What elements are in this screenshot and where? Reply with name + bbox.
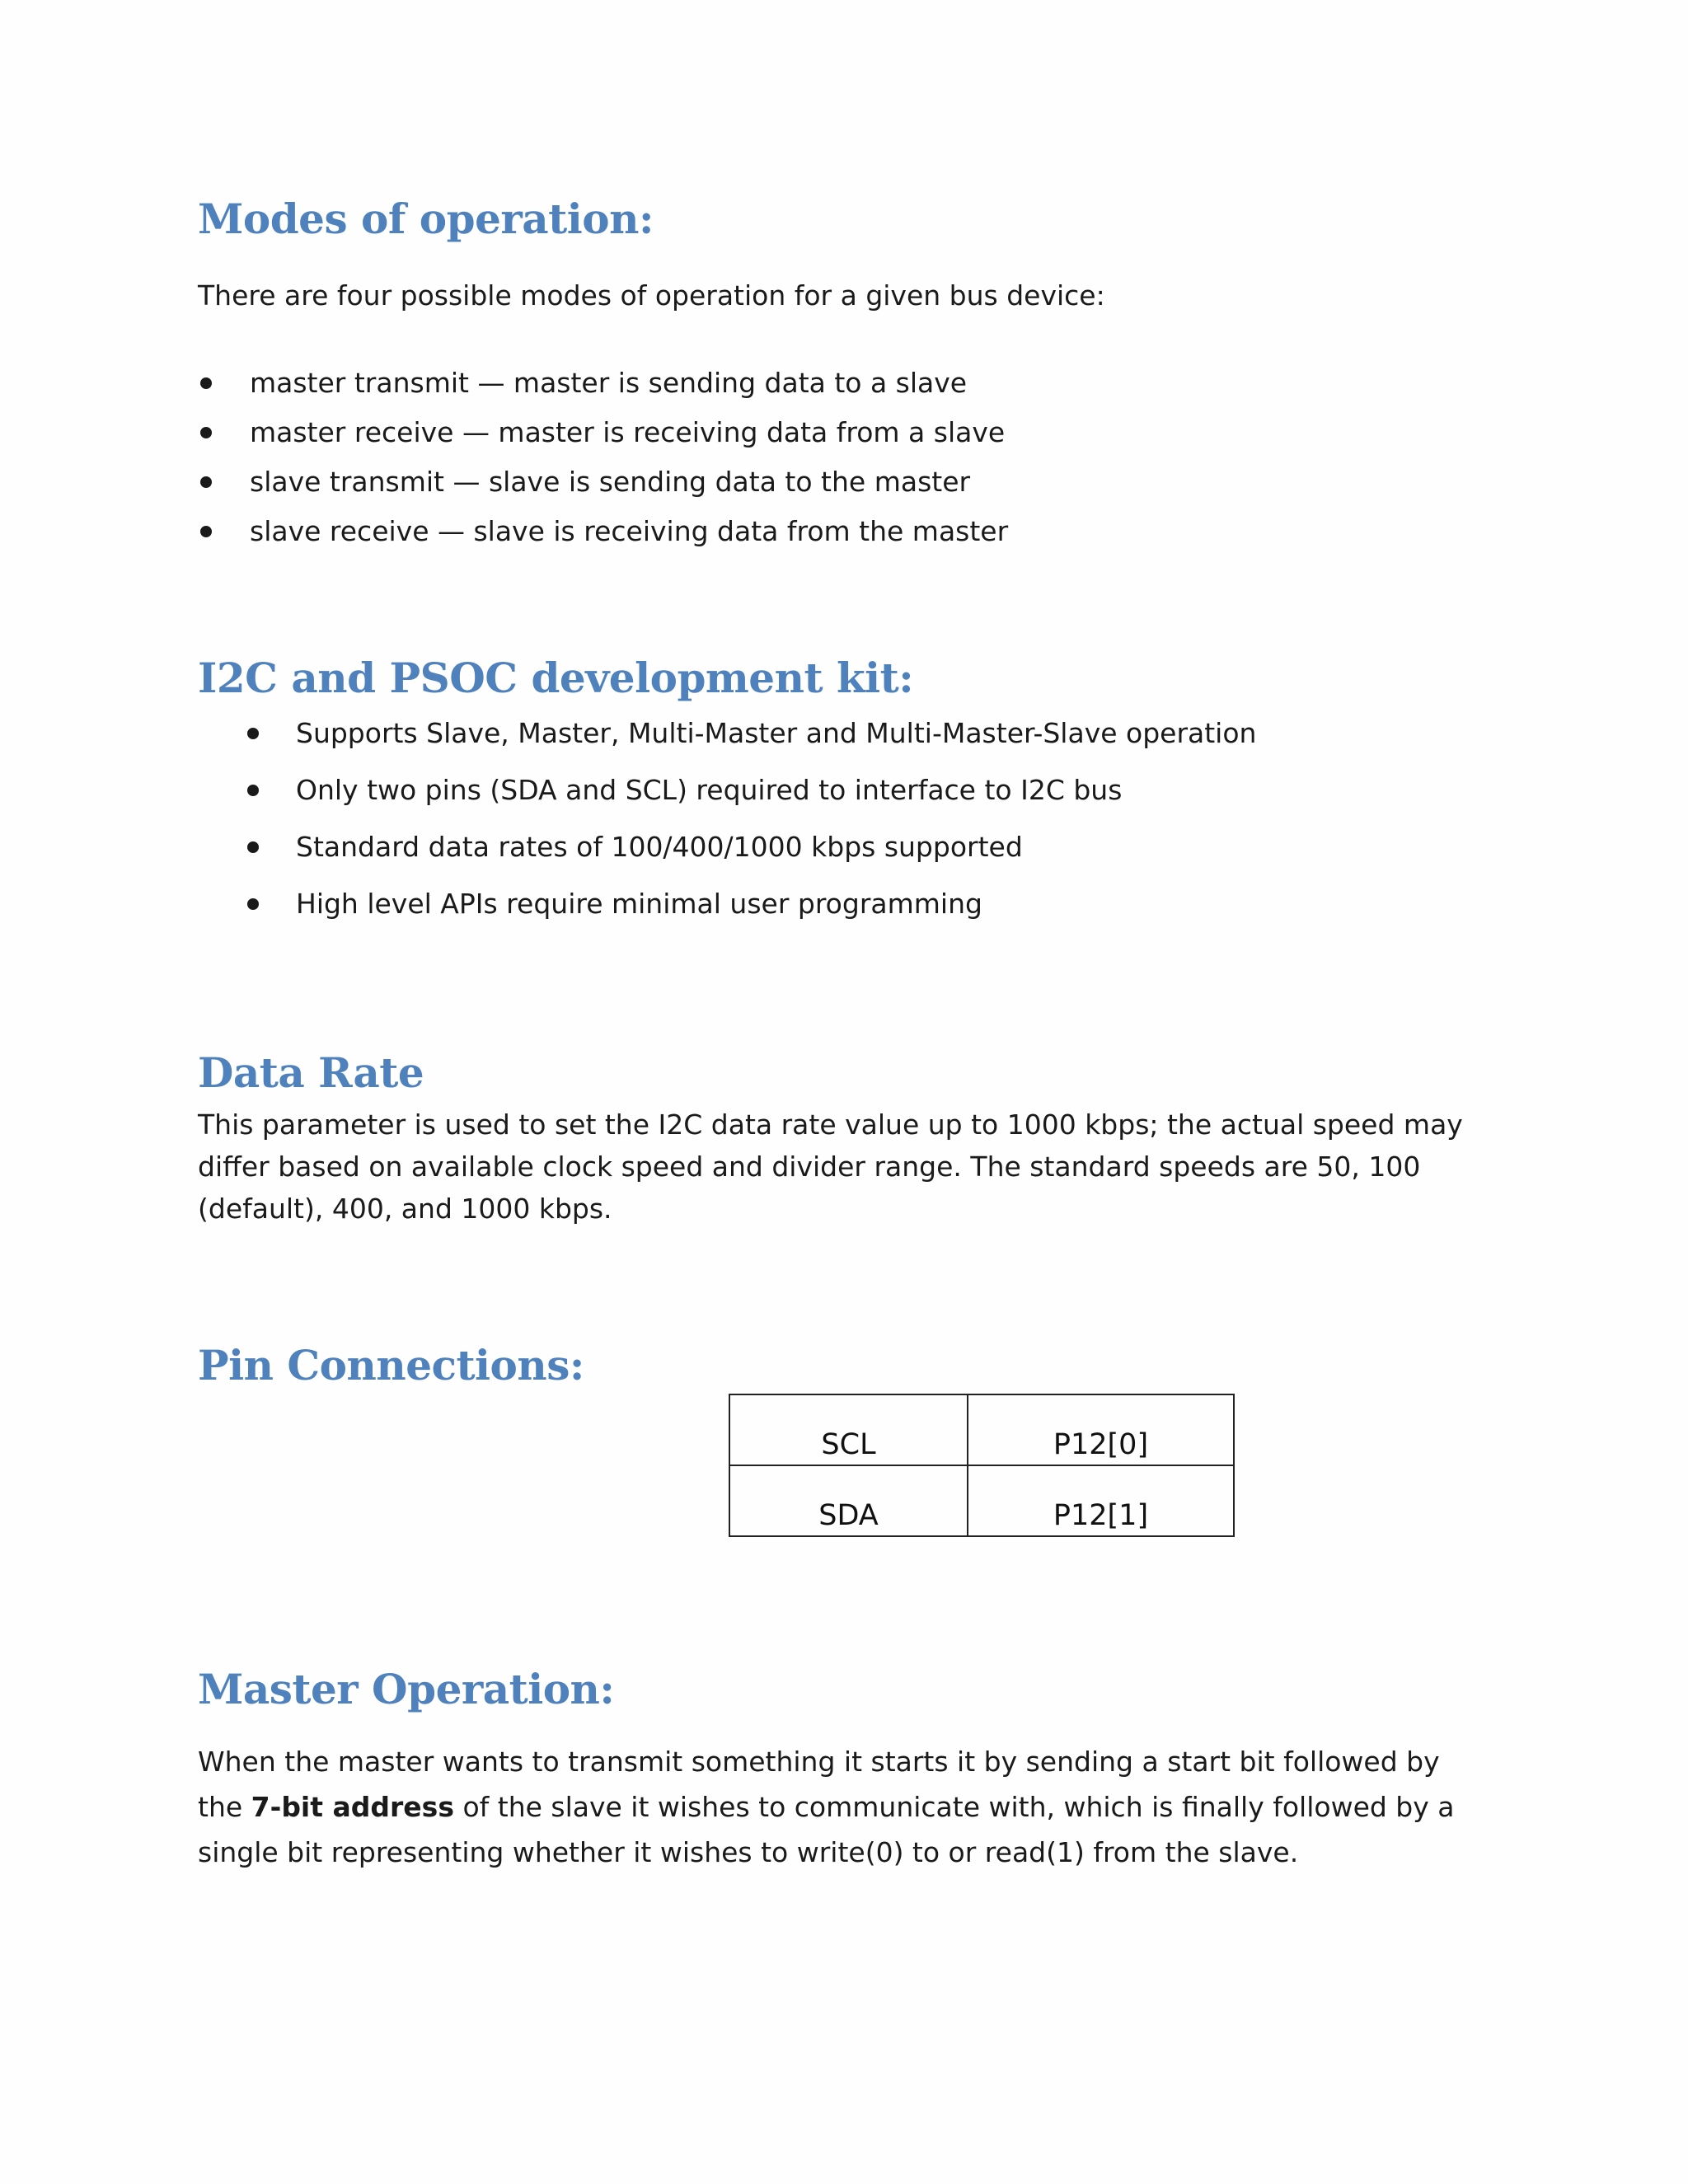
master-text-bold: 7-bit address <box>251 1791 454 1823</box>
bullet-icon <box>247 898 259 910</box>
pin-connections-table <box>729 1394 1235 1537</box>
data-rate-text: This parameter is used to set the I2C data rate value up to 1000 kbps; the actual speed may differ based on available clock speed and divider range. The standard speeds are 50, 100 (default), 400, and 1000 kbps. <box>198 1108 1463 1225</box>
bullet-icon <box>200 377 212 389</box>
bullet-icon <box>247 841 259 853</box>
bullet-icon <box>247 785 259 796</box>
pin-signal-cell: SCL <box>729 1394 968 1465</box>
modes-intro-text: There are four possible modes of operation for a given bus device: <box>198 279 1105 312</box>
heading-master-operation: Master Operation: <box>198 1665 615 1713</box>
list-item-text: High level APIs require minimal user programming <box>296 888 982 920</box>
heading-i2c-psoc-kit: I2C and PSOC development kit: <box>198 654 914 702</box>
list-item-text: master transmit — master is sending data to a slave <box>250 367 968 399</box>
pin-number-cell: P12[1] <box>968 1465 1234 1536</box>
list-item-text: Supports Slave, Master, Multi-Master and Multi-Master-Slave operation <box>296 717 1257 749</box>
table-row <box>729 1465 1234 1536</box>
heading-data-rate: Data Rate <box>198 1048 424 1097</box>
pin-signal-cell: SDA <box>729 1465 968 1536</box>
master-operation-text <box>198 1739 1484 1875</box>
list-item-text: Only two pins (SDA and SCL) required to interface to I2C bus <box>296 774 1123 806</box>
table-row <box>729 1394 1234 1465</box>
master-text-part-2: of the slave it wishes to communicate with, which is finally followed by a single bit representing whether it wishes to write(0) to or read(1) from the slave. <box>198 1791 1455 1868</box>
bullet-icon <box>200 427 212 438</box>
bullet-icon <box>200 526 212 537</box>
master-text-part-1: When the master wants to transmit something it starts it by sending a start bit followed by the <box>198 1746 1440 1823</box>
list-item-text: Standard data rates of 100/400/1000 kbps supported <box>296 831 1023 863</box>
bullet-icon <box>247 728 259 739</box>
pin-number-cell: P12[0] <box>968 1394 1234 1465</box>
heading-modes-of-operation: Modes of operation: <box>198 194 654 243</box>
heading-pin-connections: Pin Connections: <box>198 1341 584 1390</box>
list-item-text: slave transmit — slave is sending data to the master <box>250 466 971 498</box>
bullet-icon <box>200 476 212 488</box>
list-item-text: master receive — master is receiving data from a slave <box>250 416 1006 448</box>
list-item-text: slave receive — slave is receiving data from the master <box>250 515 1009 547</box>
